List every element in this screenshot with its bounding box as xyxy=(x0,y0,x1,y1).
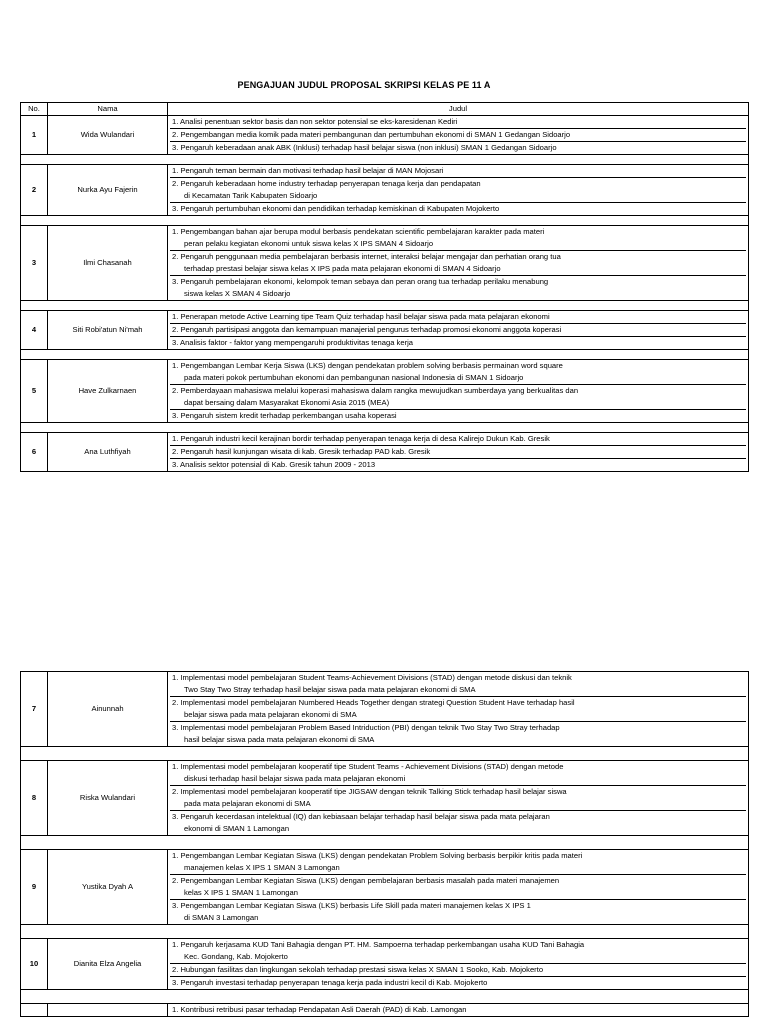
spacer-cell xyxy=(21,836,749,850)
judul-item xyxy=(170,360,746,384)
spacer-row xyxy=(21,216,749,226)
spacer-cell xyxy=(21,990,749,1004)
page-title: PENGAJUAN JUDUL PROPOSAL SKRIPSI KELAS PE 11 A xyxy=(237,80,491,90)
table-row xyxy=(21,433,749,472)
judul-item xyxy=(170,409,746,422)
spacer-row xyxy=(21,155,749,165)
table-row xyxy=(21,226,749,301)
spacer-cell xyxy=(21,747,749,761)
row-number: 7 xyxy=(21,672,48,747)
judul-line-continued: kelas X IPS 1 SMAN 1 Lamongan xyxy=(184,888,298,897)
spacer-row xyxy=(21,836,749,850)
judul-item xyxy=(170,141,746,154)
judul-line: 1. Pengaruh teman bermain dan motivasi terhadap hasil belajar di MAN Mojosari xyxy=(172,166,444,175)
table-row xyxy=(21,672,749,747)
judul-item xyxy=(170,384,746,409)
student-name: Wida Wulandari xyxy=(48,116,168,155)
header-no: No. xyxy=(21,103,48,116)
judul-item xyxy=(170,311,746,323)
row-number: 10 xyxy=(21,939,48,990)
judul-item xyxy=(170,275,746,300)
row-number: 8 xyxy=(21,761,48,836)
judul-line: 1. Implementasi model pembelajaran kooperatif tipe Student Teams - Achievement Divisions (STAD) dengan metode xyxy=(172,762,564,771)
judul-line-continued: dapat bersaing dalam Masyarakat Ekonomi Asia 2015 (MEA) xyxy=(184,398,390,407)
student-name: Riska Wulandari xyxy=(48,761,168,836)
spacer-cell xyxy=(21,216,749,226)
header-nama: Nama xyxy=(48,103,168,116)
judul-line-continued: Two Stay Two Stray terhadap hasil belajar siswa pada mata pelajaran ekonomi di SMA xyxy=(184,685,476,694)
judul-line: 1. Analisi penentuan sektor basis dan non sektor potensial se eks-karesidenan Kediri xyxy=(172,117,458,126)
spacer-row xyxy=(21,747,749,761)
spacer-cell xyxy=(21,301,749,311)
judul-item xyxy=(170,202,746,215)
judul-line: 2. Implementasi model pembelajaran kooperatif tipe JIGSAW dengan teknik Talking Stick terhadap hasil belajar siswa xyxy=(172,787,567,796)
row-number xyxy=(21,1004,48,1017)
judul-line-continued: ekonomi di SMAN 1 Lamongan xyxy=(184,824,290,833)
judul-line: 3. Pengaruh pertumbuhan ekonomi dan pendidikan terhadap kemiskinan di Kabupaten Mojokerto xyxy=(172,204,500,213)
table-row xyxy=(21,850,749,925)
row-number: 4 xyxy=(21,311,48,350)
judul-item xyxy=(170,696,746,721)
judul-cell xyxy=(168,226,749,301)
judul-item xyxy=(170,128,746,141)
judul-line: 1. Pengembangan Lembar Kerja Siswa (LKS) dengan pendekatan problem solving berbasis permainan word square xyxy=(172,361,563,370)
spacer-cell xyxy=(21,155,749,165)
header-row xyxy=(21,103,749,116)
judul-item xyxy=(170,721,746,746)
judul-line: 2. Pengembangan media komik pada materi pembangunan dan pertumbuhan ekonomi di SMAN 1 Gedangan Sidoarjo xyxy=(172,130,571,139)
judul-line-continued: pada mata pelajaran ekonomi di SMA xyxy=(184,799,311,808)
judul-item xyxy=(170,899,746,924)
student-name xyxy=(48,1004,168,1017)
student-name: Ainunnah xyxy=(48,672,168,747)
table-row xyxy=(21,165,749,216)
header-judul: Judul xyxy=(168,103,749,116)
spacer-cell xyxy=(21,423,749,433)
judul-line: 1. Pengembangan Lembar Kegiatan Siswa (LKS) dengan pendekatan Problem Solving berbasis berpikir kritis pada materi xyxy=(172,851,583,860)
judul-line-continued: di SMAN 3 Lamongan xyxy=(184,913,259,922)
judul-item xyxy=(170,1004,746,1016)
titles-table-2 xyxy=(20,671,749,1017)
titles-table-1 xyxy=(20,102,749,472)
table-row xyxy=(21,360,749,423)
row-number: 3 xyxy=(21,226,48,301)
judul-cell xyxy=(168,850,749,925)
judul-item xyxy=(170,874,746,899)
judul-line: 3. Analisis faktor - faktor yang mempengaruhi produktivitas tenaga kerja xyxy=(172,338,414,347)
judul-item xyxy=(170,939,746,963)
judul-line: 2. Pengaruh penggunaan media pembelajaran berbasis internet, interaksi belajar mengajar dan perhatian orang tua xyxy=(172,252,561,261)
judul-cell xyxy=(168,761,749,836)
judul-line: 3. Pengaruh keberadaan anak ABK (Inklusi) terhadap hasil belajar siswa (non inklusi) SMAN 1 Gedangan Sidoarjo xyxy=(172,143,557,152)
judul-line-continued: belajar siswa pada mata pelajaran ekonomi di SMA xyxy=(184,710,357,719)
judul-line: 2. Pengembangan Lembar Kegiatan Siswa (LKS) dengan pembelajaran berbasis masalah pada materi manajemen xyxy=(172,876,560,885)
judul-item xyxy=(170,761,746,785)
table-row xyxy=(21,1004,749,1017)
judul-item xyxy=(170,116,746,128)
spacer-cell xyxy=(21,350,749,360)
judul-line: 2. Hubungan fasilitas dan lingkungan sekolah terhadap prestasi siswa kelas X SMAN 1 Sooko, Kab. Mojokerto xyxy=(172,965,544,974)
row-number: 2 xyxy=(21,165,48,216)
judul-line: 3. Analisis sektor potensial di Kab. Gresik tahun 2009 - 2013 xyxy=(172,460,376,469)
row-number: 6 xyxy=(21,433,48,472)
judul-line: 2. Pemberdayaan mahasiswa melalui koperasi mahasiswa dalam rangka mewujudkan sumberdaya yang berkualitas dan xyxy=(172,386,579,395)
judul-line: 1. Pengaruh kerjasama KUD Tani Bahagia dengan PT. HM. Sampoerna terhadap perkembangan usaha KUD Tani Bahagia xyxy=(172,940,585,949)
judul-line: 3. Pengaruh sistem kredit terhadap perkembangan usaha koperasi xyxy=(172,411,397,420)
judul-item xyxy=(170,850,746,874)
judul-cell xyxy=(168,360,749,423)
judul-line-continued: pada materi pokok pertumbuhan ekonomi dan pembangunan nasional Indonesia di SMAN 1 Sidoarjo xyxy=(184,373,524,382)
judul-line-continued: siswa kelas X SMAN 4 Sidoarjo xyxy=(184,289,291,298)
judul-cell xyxy=(168,165,749,216)
student-name: Have Zulkarnaen xyxy=(48,360,168,423)
judul-line: 3. Pengaruh pembelajaran ekonomi, kelompok teman sebaya dan peran orang tua terhadap perilaku menabung xyxy=(172,277,549,286)
judul-cell xyxy=(168,433,749,472)
judul-line-continued: peran pelaku kegiatan ekonomi untuk siswa kelas X IPS SMAN 4 Sidoarjo xyxy=(184,239,434,248)
judul-item xyxy=(170,672,746,696)
judul-item xyxy=(170,250,746,275)
judul-line: 2. Pengaruh hasil kunjungan wisata di kab. Gresik terhadap PAD kab. Gresik xyxy=(172,447,431,456)
judul-line: 3. Pengaruh kecerdasan intelektual (IQ) dan kebiasaan belajar terhadap hasil belajar siswa pada mata pelajaran xyxy=(172,812,550,821)
table-row xyxy=(21,116,749,155)
judul-cell xyxy=(168,311,749,350)
row-number: 1 xyxy=(21,116,48,155)
row-number: 5 xyxy=(21,360,48,423)
student-name: Ilmi Chasanah xyxy=(48,226,168,301)
judul-item xyxy=(170,445,746,458)
spacer-row xyxy=(21,990,749,1004)
judul-cell xyxy=(168,116,749,155)
judul-line-continued: diskusi terhadap hasil belajar siswa pada mata pelajaran ekonomi xyxy=(184,774,406,783)
judul-item xyxy=(170,976,746,989)
judul-line: 1. Implementasi model pembelajaran Student Teams-Achievement Divisions (STAD) dengan metode diskusi dan teknik xyxy=(172,673,572,682)
table-row xyxy=(21,311,749,350)
judul-line: 1. Penerapan metode Active Learning tipe Team Quiz terhadap hasil belajar siswa pada mata pelajaran ekonomi xyxy=(172,312,550,321)
student-name: Nurka Ayu Fajerin xyxy=(48,165,168,216)
judul-cell xyxy=(168,1004,749,1017)
judul-item xyxy=(170,433,746,445)
judul-item xyxy=(170,226,746,250)
judul-line: 2. Pengaruh partisipasi anggota dan kemampuan manajerial pengurus terhadap promosi ekonomi anggota koperasi xyxy=(172,325,562,334)
student-name: Ana Luthfiyah xyxy=(48,433,168,472)
spacer-row xyxy=(21,423,749,433)
judul-cell xyxy=(168,672,749,747)
judul-line-continued: terhadap prestasi belajar siswa kelas X IPS pada mata pelajaran ekonomi di SMAN 4 Sidoarjo xyxy=(184,264,501,273)
student-name: Yustika Dyah A xyxy=(48,850,168,925)
judul-line: 3. Pengembangan Lembar Kegiatan Siswa (LKS) berbasis Life Skill pada materi manajemen kelas X IPS 1 xyxy=(172,901,531,910)
judul-line: 1. Kontribusi retribusi pasar terhadap Pendapatan Asli Daerah (PAD) di Kab. Lamongan xyxy=(172,1005,467,1014)
judul-line: 2. Implementasi model pembelajaran Numbered Heads Together dengan strategi Question Student Have terhadap hasil xyxy=(172,698,575,707)
student-name: Dianita Elza Angelia xyxy=(48,939,168,990)
judul-item xyxy=(170,810,746,835)
judul-item xyxy=(170,177,746,202)
judul-line: 1. Pengembangan bahan ajar berupa modul berbasis pendekatan scientific pembelajaran karakter pada materi xyxy=(172,227,545,236)
judul-item xyxy=(170,165,746,177)
judul-line-continued: manajemen kelas X IPS 1 SMAN 3 Lamongan xyxy=(184,863,340,872)
row-number: 9 xyxy=(21,850,48,925)
judul-line: 1. Pengaruh industri kecil kerajinan bordir terhadap penyerapan tenaga kerja di desa Kalirejo Dukun Kab. Gresik xyxy=(172,434,550,443)
student-name: Siti Robi'atun Ni'mah xyxy=(48,311,168,350)
spacer-row xyxy=(21,925,749,939)
judul-line-continued: di Kecamatan Tarik Kabupaten Sidoarjo xyxy=(184,191,318,200)
judul-line-continued: Kec. Gondang, Kab. Mojokerto xyxy=(184,952,288,961)
judul-line-continued: hasil belajar siswa pada mata pelajaran ekonomi di SMA xyxy=(184,735,375,744)
spacer-cell xyxy=(21,925,749,939)
judul-line: 2. Pengaruh keberadaan home industry terhadap penyerapan tenaga kerja dan pendapatan xyxy=(172,179,481,188)
table-row xyxy=(21,761,749,836)
table-row xyxy=(21,939,749,990)
judul-item xyxy=(170,336,746,349)
judul-item xyxy=(170,323,746,336)
judul-line: 3. Implementasi model pembelajaran Problem Based Intriduction (PBI) dengan teknik Two Stay Two Stray terhadap xyxy=(172,723,560,732)
judul-cell xyxy=(168,939,749,990)
judul-item xyxy=(170,963,746,976)
judul-item xyxy=(170,785,746,810)
spacer-row xyxy=(21,301,749,311)
judul-line: 3. Pengaruh investasi terhadap penyerapan tenaga kerja pada industri kecil di Kab. Mojokerto xyxy=(172,978,488,987)
spacer-row xyxy=(21,350,749,360)
judul-item xyxy=(170,458,746,471)
